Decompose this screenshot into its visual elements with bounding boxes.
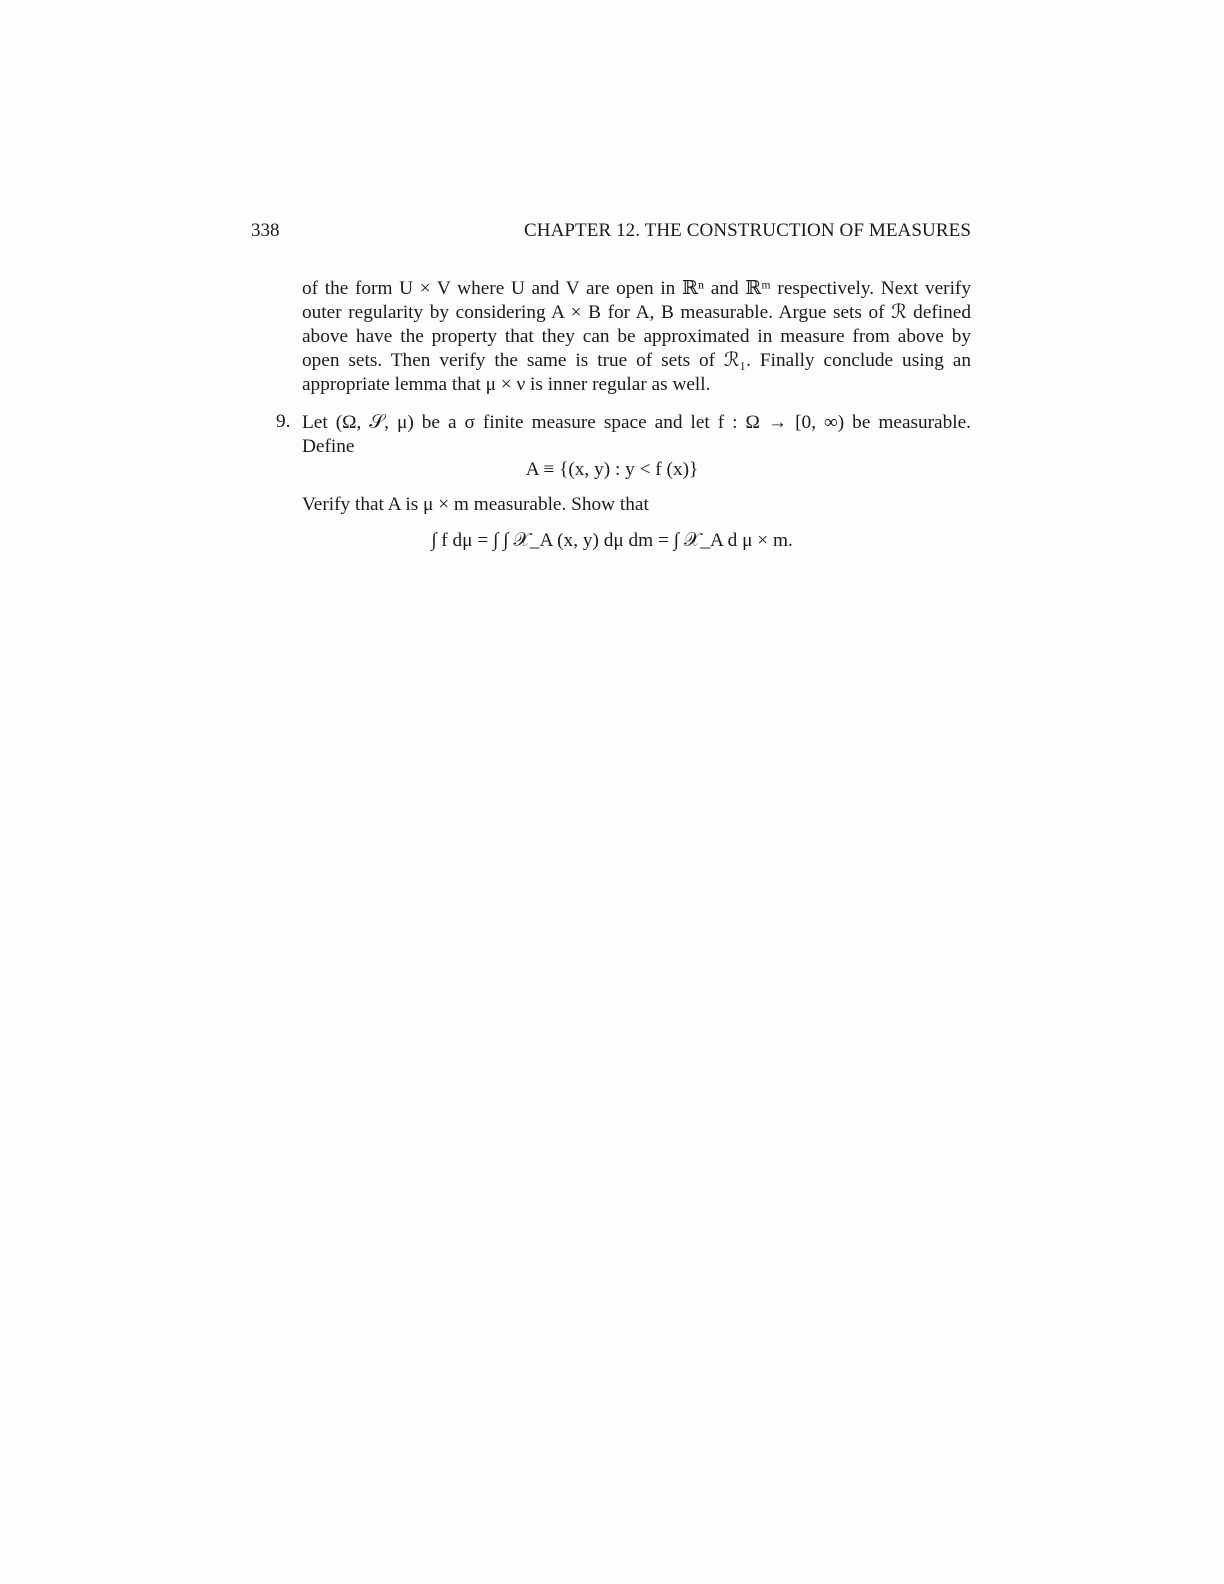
text-line: outer regularity by considering A × B for A, B measurable. Argue sets of ℛ defined (302, 302, 971, 323)
text-line: Let (Ω, 𝒮, μ) be a σ finite measure space and let f : Ω → [0, ∞) be measurable. (302, 412, 971, 433)
paragraph-continued (302, 277, 971, 397)
exercise-9-continuation: Verify that A is μ × m measurable. Show that (302, 494, 649, 515)
text-line: appropriate lemma that μ × ν is inner regular as well. (302, 374, 711, 395)
running-head: CHAPTER 12. THE CONSTRUCTION OF MEASURES (523, 220, 971, 241)
exercise-number: 9. (276, 411, 291, 432)
equation-set-a: A ≡ {(x, y) : y < f (x)} (525, 459, 699, 480)
text-line: Define (302, 436, 355, 457)
text-line: open sets. Then verify the same is true of sets of ℛ₁. Finally conclude using an (302, 350, 971, 371)
exercise-9-text (302, 411, 971, 459)
equation-integral: ∫ f dμ = ∫ ∫ 𝒳_A (x, y) dμ dm = ∫ 𝒳_A d μ × m. (431, 530, 793, 551)
text-line: of the form U × V where U and V are open in ℝⁿ and ℝᵐ respectively. Next verify (302, 278, 971, 299)
page-number: 338 (251, 220, 280, 241)
text-line: above have the property that they can be approximated in measure from above by (302, 326, 971, 347)
